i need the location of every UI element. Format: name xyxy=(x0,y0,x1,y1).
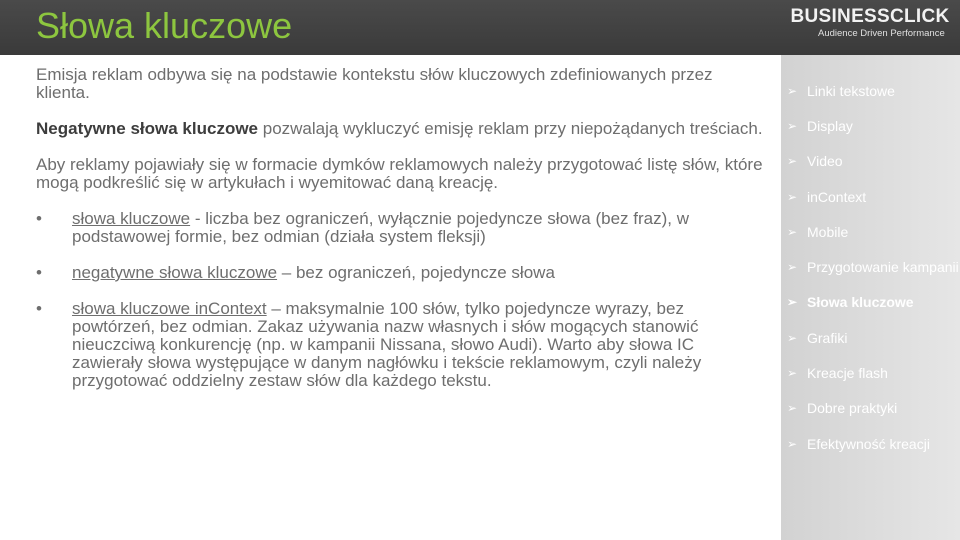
sidebar-item-label: Grafiki xyxy=(807,329,848,346)
sidebar-item[interactable] xyxy=(781,144,960,179)
term-keywords: słowa kluczowe xyxy=(72,209,191,228)
sidebar-item[interactable] xyxy=(781,179,960,214)
desc-negative-keywords: – bez ograniczeń, pojedyncze słowa xyxy=(277,263,555,282)
logo-tagline: Audience Driven Performance xyxy=(818,28,945,39)
arrow-bullet-icon: ➢ xyxy=(787,154,798,169)
bullet-icon: • xyxy=(36,299,42,318)
negative-keywords-text: pozwalają wykluczyć emisję reklam przy niepożądanych treściach. xyxy=(258,119,763,138)
header-bar xyxy=(0,0,960,55)
keyword-rules-list xyxy=(36,210,766,390)
sidebar-item[interactable] xyxy=(781,249,960,284)
sidebar-item-label: Efektywność kreacji xyxy=(807,435,930,452)
bullet-icon: • xyxy=(36,263,42,282)
arrow-bullet-icon: ➢ xyxy=(787,295,798,310)
sidebar-item-label: Przygotowanie kampanii xyxy=(807,259,959,276)
sidebar-item-label: inContext xyxy=(807,188,867,205)
list-item-incontext-keywords xyxy=(36,300,766,390)
sidebar-item-label: Linki tekstowe xyxy=(807,82,895,99)
sidebar-item-label: Dobre praktyki xyxy=(807,400,898,417)
logo-wordmark: BUSINESSCLICK xyxy=(790,6,950,27)
desc-incontext-keywords: – maksymalnie 100 słów, tylko pojedyncze wyrazy, bez powtórzeń, bez odmian. Zakaz używania nazw własnych i słów mogących stanowić nieuczciwą konkurencję (np. w kampanii Nissana, słowo Audi). Warto aby słowa IC zawierały słowa występujące w danym nagłówku i tekście reklamowym, czyli należy przygotować oddzielny zestaw słów dla każdego tekstu. xyxy=(72,299,702,390)
arrow-bullet-icon: ➢ xyxy=(787,83,798,98)
sidebar-item[interactable] xyxy=(781,285,960,320)
arrow-bullet-icon: ➢ xyxy=(787,401,798,416)
sidebar-item-label: Display xyxy=(807,117,853,134)
arrow-bullet-icon: ➢ xyxy=(787,118,798,133)
arrow-bullet-icon: ➢ xyxy=(787,189,798,204)
arrow-bullet-icon: ➢ xyxy=(787,224,798,239)
paragraph-bubbles: Aby reklamy pojawiały się w formacie dymków reklamowych należy przygotować listę słów, które mogą podkreślić się w artykułach i wyemitować daną kreację. xyxy=(36,155,763,192)
arrow-bullet-icon: ➢ xyxy=(787,260,798,275)
sidebar-item[interactable] xyxy=(781,391,960,426)
paragraph-negative xyxy=(36,120,766,138)
page-title: Słowa kluczowe xyxy=(36,5,293,46)
businessclick-logo xyxy=(780,6,960,50)
sidebar-nav xyxy=(781,55,960,540)
negative-keywords-label: Negatywne słowa kluczowe xyxy=(36,119,259,138)
sidebar-item-label: Video xyxy=(807,153,843,170)
term-incontext-keywords: słowa kluczowe inContext xyxy=(72,299,267,318)
sidebar-item[interactable] xyxy=(781,214,960,249)
sidebar-item[interactable] xyxy=(781,426,960,461)
sidebar-item-label: Kreacje flash xyxy=(807,365,888,382)
sidebar-item[interactable] xyxy=(781,108,960,143)
list-item-negative-keywords xyxy=(36,264,766,282)
sidebar-item-label: Słowa kluczowe xyxy=(807,294,914,311)
arrow-bullet-icon: ➢ xyxy=(787,330,798,345)
arrow-bullet-icon: ➢ xyxy=(787,366,798,381)
sidebar-item-label: Mobile xyxy=(807,223,849,240)
term-negative-keywords: negatywne słowa kluczowe xyxy=(72,263,278,282)
sidebar-list xyxy=(781,73,960,461)
sidebar-item[interactable] xyxy=(781,320,960,355)
main-content xyxy=(36,66,766,408)
arrow-bullet-icon: ➢ xyxy=(787,436,798,451)
paragraph-emission: Emisja reklam odbywa się na podstawie kontekstu słów kluczowych zdefiniowanych przez klienta. xyxy=(36,65,713,102)
bullet-icon: • xyxy=(36,209,42,228)
desc-keywords: - liczba bez ograniczeń, wyłącznie pojedyncze słowa (bez fraz), w podstawowej formie, bez odmian (działa system fleksji) xyxy=(72,209,689,246)
list-item-keywords xyxy=(36,210,766,246)
sidebar-item[interactable] xyxy=(781,355,960,390)
sidebar-item[interactable] xyxy=(781,73,960,108)
